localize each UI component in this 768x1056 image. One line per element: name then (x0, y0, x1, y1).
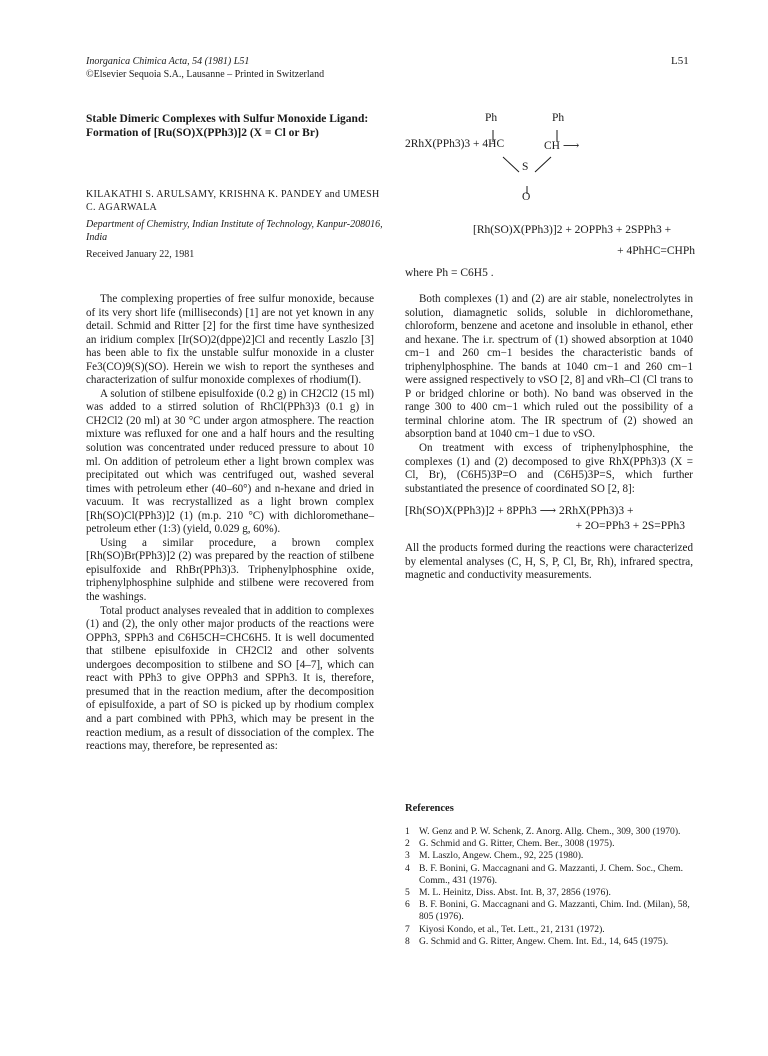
reference-item: 4 B. F. Bonini, G. Maccagnani and G. Mazzanti, J. Chem. Soc., Chem. Comm., 431 (1976). (405, 862, 684, 886)
reference-item: 5 M. L. Heinitz, Diss. Abst. Int. B, 37, 2856 (1976). (405, 887, 611, 899)
scheme-where: where Ph = C6H5 . (405, 267, 494, 279)
reference-item: 8 G. Schmid and G. Ritter, Angew. Chem. Int. Ed., 14, 645 (1975). (405, 935, 669, 947)
article-title: Stable Dimeric Complexes with Sulfur Monoxide Ligand: Formation of [Ru(SO)X(PPh3)]2 (X = Cl or Br) (86, 113, 369, 139)
paragraph: The complexing properties of free sulfur monoxide, because of its very short life (milliseconds) [1] are not yet known in any detail. Schmid and Ritter [2] for the first time have synthesized an iridium complex [Ir(SO)2(dppe)2]Cl and recently Laszlo [3] has been able to fix the unstable sulfur monoxide in a cluster Fe3(CO)9(S)(SO). Herein we wish to report the syntheses and characterization of sulfur monoxide complexes of rhodium(I). (86, 293, 374, 387)
paragraph: Both complexes (1) and (2) are air stable, nonelectrolytes in solution, diamagnetic solids, soluble in dichloromethane, chloroform, benzene and acetone and insoluble in ethanol, ether and hexane. The i.r. spectrum of (1) showed absorption at 1040 cm−1 and 260 cm−1 besides the characteristic bands of triphenylphosphine. The bands at 1040 cm−1 and 260 cm−1 were assigned respectively to νSO [2, 8] and νRh–Cl (Cl trans to P or bridged chlorine or both). No band was observed in the range 300 to 400 cm−1 which ruled out the possibility of a terminal chlorine atom. The IR spectrum of (2) showed an absorption band at 1040 cm−1 due to νSO. (405, 293, 693, 441)
reference-list (405, 826, 695, 948)
references-heading: References (405, 803, 454, 814)
reference-item: 2 G. Schmid and G. Ritter, Chem. Ber., 3008 (1975). (405, 838, 615, 850)
reaction-scheme (405, 112, 700, 282)
right-column (405, 293, 693, 583)
scheme-bonds (405, 124, 605, 194)
journal-citation: Inorganica Chimica Acta, 54 (1981) L51 (86, 56, 250, 67)
scheme-ph-left: Ph (485, 112, 498, 124)
page-number: L51 (671, 55, 689, 67)
reference-item: 1 W. Genz and P. W. Schenk, Z. Anorg. Allg. Chem., 309, 300 (1970). (405, 826, 681, 837)
reference-item: 3 M. Laszlo, Angew. Chem., 92, 225 (1980). (405, 850, 584, 862)
paragraph: Using a similar procedure, a brown complex [Rh(SO)Br(PPh3)]2 (2) was prepared by the reaction of stilbene episulfoxide and RhBr(PPh3)3. Triphenylphosphine oxide, triphenylphosphine sulphide and stilbene were recovered from the washings. (86, 536, 374, 604)
paragraph: Total product analyses revealed that in addition to complexes (1) and (2), the only other major products of the reactions were OPPh3, SPPh3 and C6H5CH=CHC6H5. It is well documented that stilbene episulfoxide in CH2Cl2 and other solvents undergoes decomposition to stilbene and SO [4–7], which can react with PPh3 to give OPPh3 and SPPh3. It is, therefore, presumed that in the reaction medium, after the decomposition of episulfoxide, a part of SO is picked up by rhodium complex and a part combined with PPh3, which may be present in the reaction medium, as a result of dissociation of the complex. The reactions may, therefore, be represented as: (86, 604, 374, 753)
author-list: KILAKATHI S. ARULSAMY, KRISHNA K. PANDEY and UMESH C. AGARWALA (86, 189, 380, 213)
publisher-line: ©Elsevier Sequoia S.A., Lausanne – Printed in Switzerland (86, 69, 325, 80)
equation-decomposition (405, 504, 693, 534)
scheme-products-2: + 4PhHC=CHPh (617, 245, 695, 257)
received-date: Received January 22, 1981 (86, 249, 195, 260)
paragraph: A solution of stilbene episulfoxide (0.2 g) in CH2Cl2 (15 ml) was added to a stirred solution of RhCl(PPh3)3 (0.1 g) in CH2Cl2 (20 ml) at 30 °C under argon atmosphere. The reaction mixture was refluxed for one and a half hours and the resulting solution was concentrated under reduced pressure to about 10 ml. On addition of petroleum ether a light brown complex was precipitated out which was centrifuged out, washed several times with petroleum ether (40–60°) and n-hexane and dried in vacuum. It was recrystallized as a light brown complex [Rh(SO)Cl(PPh3)]2 (1) (m.p. 210 °C) with dichloromethane–petroleum ether (1:3) (yield, 0.029 g, 60%). (86, 387, 374, 536)
scheme-ch-arrow: CH ⟶ (544, 140, 580, 152)
equation-line-2: + 2O=PPh3 + 2S=PPh3 (575, 520, 685, 533)
paragraph: On treatment with excess of triphenylphosphine, the complexes (1) and (2) decomposed to give RhX(PPh3)3 (X = Cl, Br), (C6H5)3P=O and (C6H5)3P=S, which further substantiated the presence of coordinated SO [2, 8]: (405, 442, 693, 495)
paragraph: All the products formed during the reactions were characterized by elemental analyses (C, H, S, P, Cl, Br, Rh), infrared spectra, magnetic and conductivity measurements. (405, 542, 693, 582)
left-column (86, 293, 374, 754)
scheme-sulfur: S (522, 161, 529, 173)
reference-item: 6 B. F. Bonini, G. Maccagnani and G. Mazzanti, Chim. Ind. (Milan), 58, 805 (1976). (405, 899, 690, 923)
equation-line-1: [Rh(SO)X(PPh3)]2 + 8PPh3 ⟶ 2RhX(PPh3)3 + (405, 505, 634, 518)
affiliation: Department of Chemistry, Indian Institute of Technology, Kanpur-208016, India (86, 219, 383, 243)
running-header (86, 55, 406, 81)
reference-item: 7 Kiyosi Kondo, et al., Tet. Lett., 21, 2131 (1972). (405, 923, 605, 935)
scheme-oxygen: O (522, 191, 531, 203)
scheme-reactants: 2RhX(PPh3)3 + 4HC (405, 138, 505, 150)
scheme-products-1: [Rh(SO)X(PPh3)]2 + 2OPPh3 + 2SPPh3 + (473, 224, 672, 236)
scheme-ph-right: Ph (552, 112, 565, 124)
